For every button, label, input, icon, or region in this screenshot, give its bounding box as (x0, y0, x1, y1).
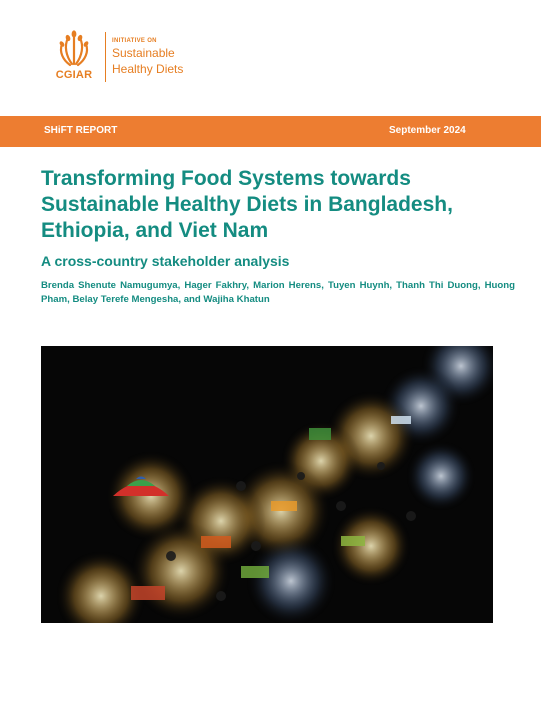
report-band (0, 116, 541, 147)
logo-divider (105, 32, 106, 82)
wheat-sheaf-icon (54, 30, 94, 68)
night-market-illustration (41, 346, 493, 623)
initiative-line-1: Sustainable (112, 46, 175, 60)
cgiar-logo (51, 30, 183, 82)
cgiar-emblem (51, 30, 97, 81)
cgiar-wordmark: CGIAR (55, 69, 93, 81)
report-subtitle: A cross-country stakeholder analysis (41, 253, 290, 269)
initiative-label: INITIATIVE ON (112, 38, 157, 44)
initiative-line-2: Healthy Diets (112, 62, 184, 76)
report-date: September 2024 (389, 125, 466, 136)
cover-photo-night-market (41, 346, 493, 623)
report-title: Transforming Food Systems towards Sustainable Healthy Diets in Bangladesh, Ethiopia, and Viet Nam (41, 167, 453, 242)
initiative-name-block (112, 30, 183, 76)
report-authors: Brenda Shenute Namugumya, Hager Fakhry, Marion Herens, Tuyen Huynh, Thanh Thi Duong, Huong Pham, Belay Terefe Mengesha, and Wajiha Khatun (41, 280, 515, 305)
report-series-label: SHiFT REPORT (44, 125, 118, 136)
